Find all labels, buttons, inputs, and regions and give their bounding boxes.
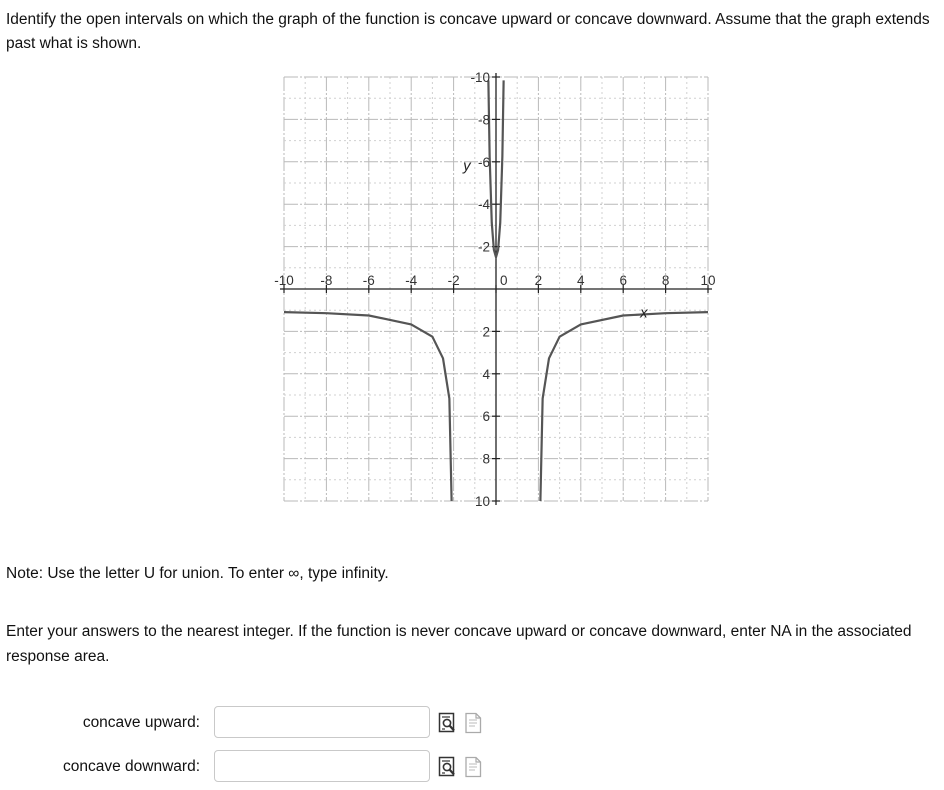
concave-upward-input[interactable] — [214, 706, 430, 738]
instructions-text: Enter your answers to the nearest integer. If the function is never concave upward or concave downward, enter NA in the associated response area. — [6, 623, 912, 665]
x-tick-label: -2 — [447, 273, 460, 288]
x-tick-label: -4 — [405, 273, 418, 288]
concave-upward-label: concave upward: — [82, 714, 200, 731]
x-tick-label: 6 — [619, 273, 627, 288]
x-tick-label: 0 — [500, 273, 508, 288]
concave-downward-label: concave downward: — [63, 758, 200, 775]
y-tick-label: 4 — [482, 366, 490, 382]
y-tick-label: 8 — [482, 451, 490, 467]
y-tick-label: 6 — [482, 409, 490, 425]
x-tick-label: 10 — [700, 273, 716, 288]
y-tick-label: 2 — [482, 324, 490, 340]
x-tick-label: -6 — [362, 273, 375, 288]
help-icon[interactable] — [464, 712, 484, 734]
x-tick-label: 4 — [577, 273, 585, 288]
note-text: Note: Use the letter U for union. To enter ∞, type infinity. — [6, 565, 389, 582]
question-text: Identify the open intervals on which the graph of the function is concave upward or concave downward. Assume that the graph extends past what is shown. — [6, 11, 930, 52]
preview-icon[interactable] — [438, 712, 458, 734]
y-tick-label: -2 — [477, 239, 490, 255]
y-tick-label: -8 — [477, 112, 490, 128]
y-tick-label: -6 — [477, 154, 490, 170]
x-tick-label: -10 — [274, 273, 294, 288]
y-tick-label: -10 — [470, 70, 490, 85]
curve-branch-3 — [539, 312, 708, 526]
concave-downward-row — [0, 750, 944, 786]
graph-axes — [280, 73, 712, 505]
x-tick-label: 2 — [534, 273, 543, 288]
x-tick-label: 8 — [661, 273, 670, 288]
concave-downward-input[interactable] — [214, 750, 430, 782]
y-tick-label: -4 — [477, 197, 490, 213]
help-icon[interactable] — [464, 756, 484, 778]
concave-upward-row — [0, 706, 944, 742]
x-tick-label: -8 — [320, 273, 333, 288]
y-axis-label: y — [463, 157, 471, 175]
function-graph — [264, 66, 724, 526]
x-axis-label: x — [640, 304, 648, 322]
preview-icon[interactable] — [438, 756, 458, 778]
curve-branch-1 — [284, 312, 453, 526]
y-tick-label: 10 — [474, 494, 490, 509]
